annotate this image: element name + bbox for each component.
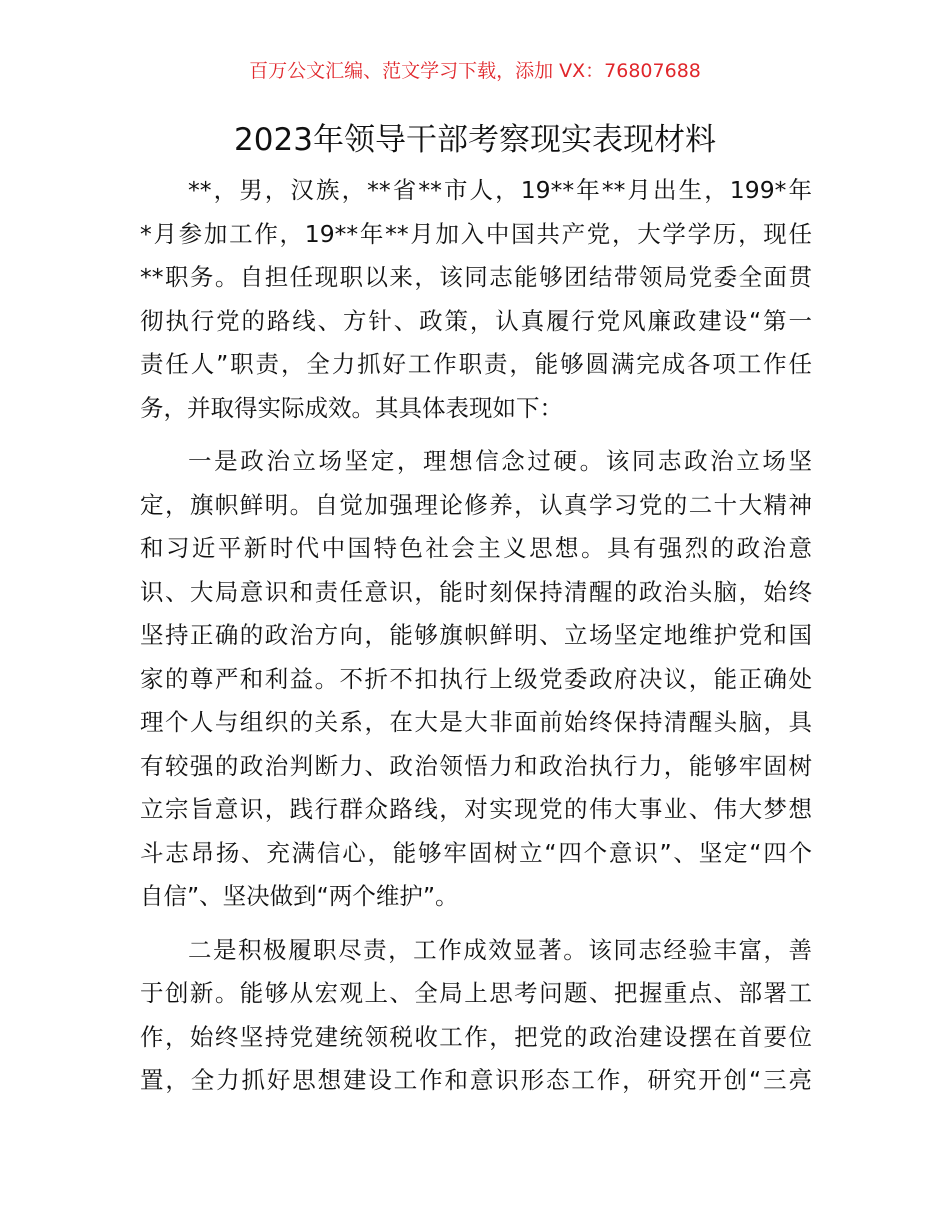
paragraph-line: 责任人”职责，全力抓好工作职责，能够圆满完成各项工作任 (140, 350, 812, 378)
paragraph (140, 172, 812, 433)
paragraph-line: 自信”、坚决做到“两个维护”。 (140, 882, 459, 910)
document-body (140, 172, 812, 1116)
paragraph-line: **，男，汉族，**省**市人，19**年**月出生，199*年 (188, 176, 812, 204)
document-title: 2023年领导干部考察现实表现材料 (234, 122, 716, 158)
paragraph-line: 作，始终坚持党建统领税收工作，把党的政治建设摆在首要位 (140, 1022, 812, 1051)
paragraph (140, 443, 812, 922)
paragraph-line: 一是政治立场坚定，理想信念过硬。该同志政治立场坚 (188, 447, 812, 475)
paragraph-line: 务，并取得实际成效。其具体表现如下： (140, 393, 563, 422)
paragraph-line: *月参加工作，19**年**月加入中国共产党，大学学历，现任 (140, 219, 812, 248)
paragraph-line: 立宗旨意识，践行群众路线，对实现党的伟大事业、伟大梦想 (140, 795, 812, 823)
paragraph-line: 置，全力抓好思想建设工作和意识形态工作，研究开创“三亮 (140, 1066, 812, 1094)
paragraph-line: 识、大局意识和责任意识，能时刻保持清醒的政治头脑，始终 (140, 577, 812, 606)
paragraph-line: 坚持正确的政治方向，能够旗帜鲜明、立场坚定地维护党和国 (140, 621, 812, 649)
paragraph-line: 二是积极履职尽责，工作成效显著。该同志经验丰富，善 (188, 935, 812, 964)
paragraph-line: 斗志昂扬、充满信心，能够牢固树立“四个意识”、坚定“四个 (140, 838, 812, 867)
paragraph-line: 定，旗帜鲜明。自觉加强理论修养，认真学习党的二十大精神 (140, 490, 812, 519)
download-banner: 百万公文汇编、范文学习下载，添加 VX：76807688 (249, 60, 701, 82)
paragraph-line: 于创新。能够从宏观上、全局上思考问题、把握重点、部署工 (140, 979, 812, 1007)
paragraph-line: 理个人与组织的关系，在大是大非面前始终保持清醒头脑，具 (140, 708, 812, 736)
paragraph-line: 彻执行党的路线、方针、政策，认真履行党风廉政建设“第一 (140, 306, 812, 335)
paragraph (140, 932, 812, 1106)
paragraph-line: 和习近平新时代中国特色社会主义思想。具有强烈的政治意 (140, 534, 812, 562)
paragraph-line: 有较强的政治判断力、政治领悟力和政治执行力，能够牢固树 (140, 751, 812, 780)
paragraph-line: 家的尊严和利益。不折不扣执行上级党委政府决议，能正确处 (140, 664, 812, 693)
paragraph-line: **职务。自担任现职以来，该同志能够团结带领局党委全面贯 (140, 263, 812, 291)
